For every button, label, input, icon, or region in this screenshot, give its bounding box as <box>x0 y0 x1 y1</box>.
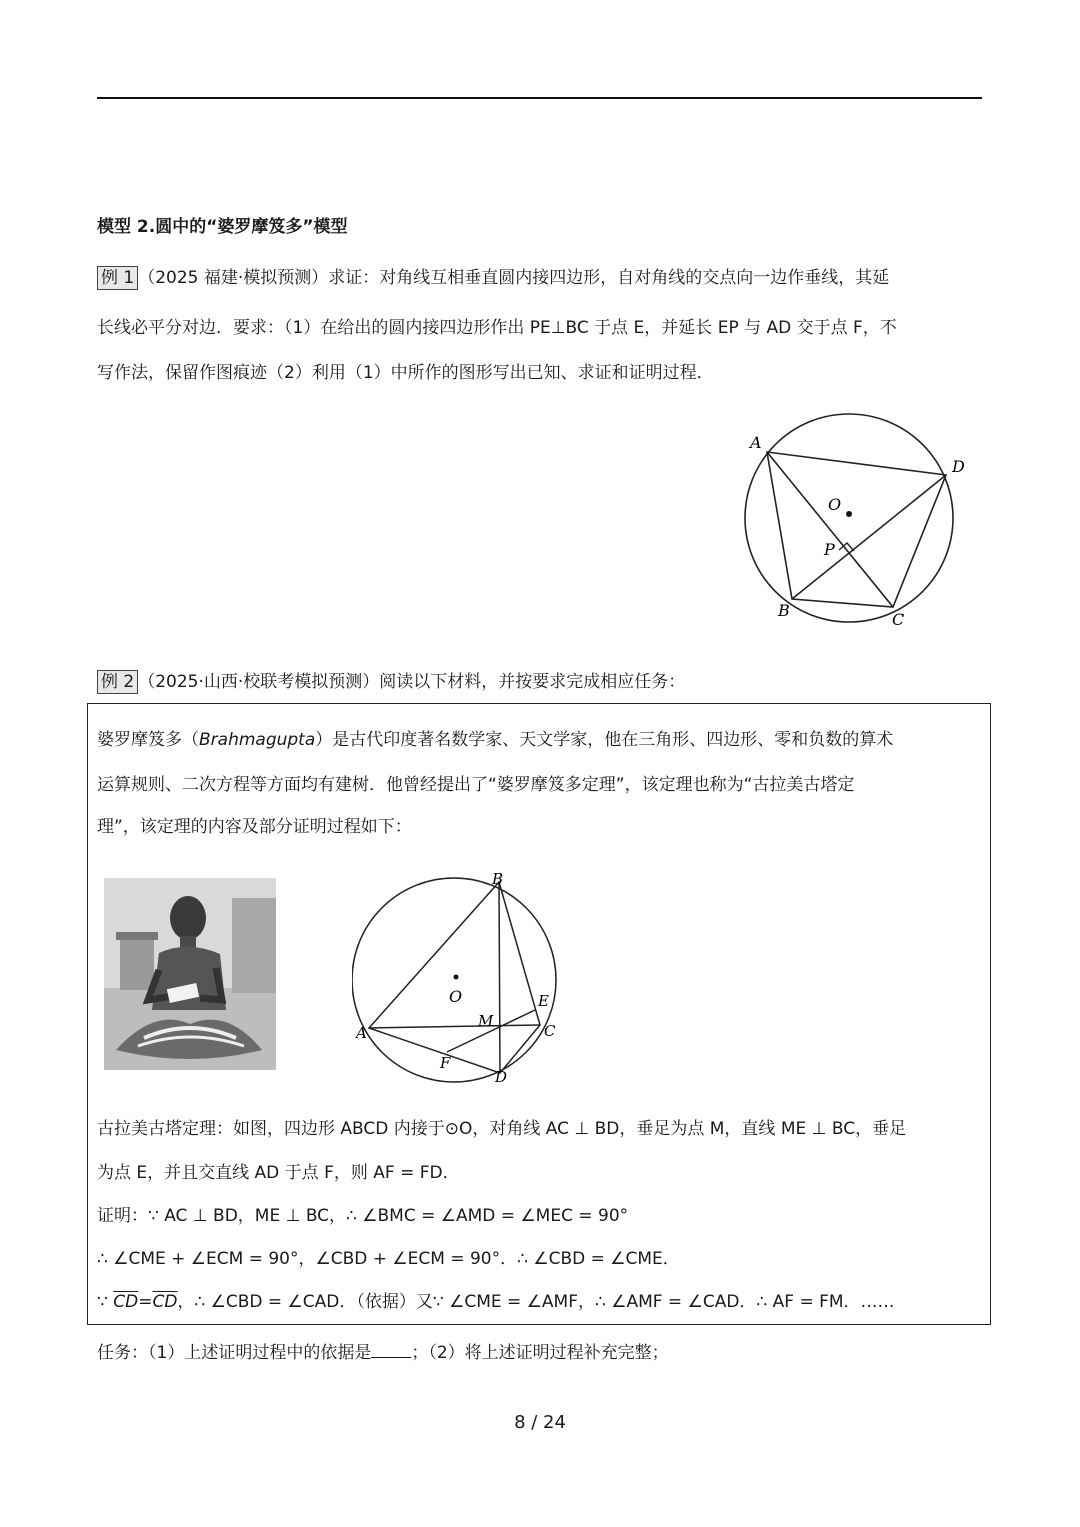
theorem-line2: 为点 E，并且交直线 AD 于点 F，则 AF = FD． <box>97 1163 460 1183</box>
label2-e: E <box>538 992 549 1010</box>
task-text-a: 任务：（1）上述证明过程中的依据是 <box>97 1343 372 1363</box>
because-symbol: ∵ <box>97 1292 108 1312</box>
arc-equals: = <box>138 1292 153 1312</box>
para-text-a: 婆罗摩笈多（ <box>97 730 199 750</box>
para-line2: 运算规则、二次方程等方面均有建树．他曾经提出了“婆罗摩笈多定理”，该定理也称为“古拉美古塔定 <box>97 775 855 795</box>
label-d: D <box>952 457 965 476</box>
label2-b: B <box>492 870 504 888</box>
proof-line1: 证明：∵ AC ⊥ BD，ME ⊥ BC，∴ ∠BMC = ∠AMD = ∠MEC = 90° <box>97 1206 629 1226</box>
label2-f: F <box>440 1054 451 1072</box>
answer-blank <box>371 1357 411 1358</box>
para-text-b: ）是古代印度著名数学家、天文学家，他在三角形、四边形、零和负数的算术 <box>315 730 894 750</box>
example2-tag: 例 2 <box>97 670 138 694</box>
label2-a: A <box>356 1024 367 1042</box>
proof-line3 <box>97 1287 895 1312</box>
section-heading: 模型 2.圆中的“婆罗摩笈多”模型 <box>97 217 348 237</box>
example1-text1: （2025 福建·模拟预测）求证：对角线互相垂直圆内接四边形，自对角线的交点向一边作垂线，其延 <box>138 268 890 288</box>
label-c: C <box>892 610 905 629</box>
arc-cd-1: $\overline{CD}$ <box>113 1292 139 1312</box>
example2-intro-text: （2025·山西·校联考模拟预测）阅读以下材料，并按要求完成相应任务： <box>138 672 686 692</box>
arc-cd-2: $\overline{CD}$ <box>152 1292 178 1312</box>
label2-d: D <box>495 1068 508 1086</box>
label-p: P <box>824 540 835 559</box>
brahmagupta-portrait <box>104 878 276 1070</box>
example1-line1 <box>97 263 889 288</box>
example2-intro <box>97 667 685 692</box>
task-line <box>97 1338 669 1363</box>
label-a: A <box>750 433 762 452</box>
example1-tag: 例 1 <box>97 266 138 290</box>
example1-line2: 长线必平分对边．要求：（1）在给出的圆内接四边形作出 PE⊥BC 于点 E，并延长 EP 与 AD 交于点 F，不 <box>97 318 897 338</box>
theorem-line1: 古拉美古塔定理：如图，四边形 ABCD 内接于⊙O，对角线 AC ⊥ BD，垂足为点 M，直线 ME ⊥ BC，垂足 <box>97 1119 907 1139</box>
label-o: O <box>828 495 842 514</box>
brahmagupta-name: Brahmagupta <box>199 730 316 750</box>
header-rule <box>97 97 982 99</box>
label2-c: C <box>544 1022 556 1040</box>
proof-line3-text: ，∴ ∠CBD = ∠CAD．（依据）又∵ ∠CME = ∠AMF，∴ ∠AMF = ∠CAD．∴ AF = FM．…… <box>177 1292 895 1312</box>
page-number: 8 / 24 <box>514 1412 566 1433</box>
label-b: B <box>778 601 790 620</box>
example1-line3: 写作法，保留作图痕迹（2）利用（1）中所作的图形写出已知、求证和证明过程． <box>97 363 714 383</box>
label2-m: M <box>478 1012 494 1030</box>
example1-figure <box>740 410 980 635</box>
task-text-b: ；（2）将上述证明过程补充完整； <box>411 1343 669 1363</box>
proof-line2: ∴ ∠CME + ∠ECM = 90°，∠CBD + ∠ECM = 90°．∴ ∠CBD = ∠CME． <box>97 1249 680 1269</box>
example2-figure <box>352 870 572 1088</box>
para-line3: 理”，该定理的内容及部分证明过程如下： <box>97 817 412 837</box>
label2-o: O <box>449 987 463 1006</box>
para-line1 <box>97 725 893 750</box>
